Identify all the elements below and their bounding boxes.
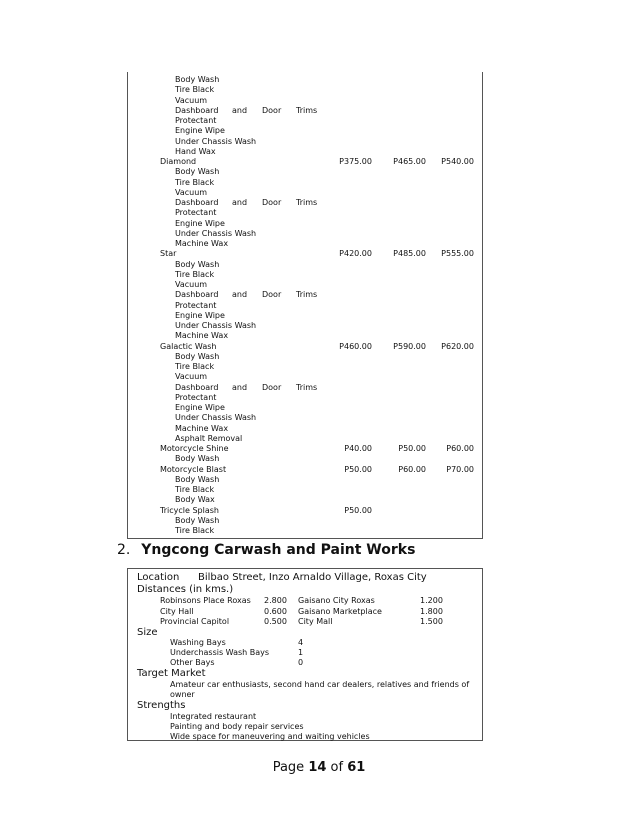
package-price: P540.00 [441,157,474,166]
service-item: Dashboard [175,198,219,207]
distance-km: 1.500 [420,617,443,626]
size-item: Washing Bays [170,638,226,647]
service-item: Body Wash [175,167,220,176]
service-item: Tire Black [175,270,215,279]
service-item-word: Trims [296,290,318,299]
package-price: P555.00 [441,249,474,258]
strengths-label: Strengths [137,700,186,711]
service-item: Tire Black [175,485,215,494]
service-item-word: Trims [296,106,318,115]
service-item: Machine Wax [175,239,229,248]
package-name: Diamond [160,157,197,166]
footer-page-number: 14 [308,760,327,775]
service-item: Dashboard [175,383,219,392]
distance-km: 0.600 [264,607,287,616]
size-label: Size [137,627,158,638]
distance-km: 1.200 [420,596,443,605]
service-item-word: Door [262,383,282,392]
service-item: Vacuum [175,280,208,289]
service-item: Protectant [175,116,217,125]
target-market-label: Target Market [137,668,206,679]
service-item-word: Door [262,198,282,207]
section-heading [117,542,415,558]
service-item-word: and [232,198,248,207]
distance-name: Provincial Capitol [160,617,230,626]
package-price: P460.00 [339,342,372,351]
size-value: 0 [298,658,304,667]
package-price: P50.00 [398,444,426,453]
service-item: Body Wash [175,75,220,84]
footer-page-total: 61 [347,760,366,775]
distance-name: Gaisano Marketplace [298,607,382,616]
service-item: Tire Black [175,178,215,187]
package-name: Star [160,249,177,258]
service-item: Body Wash [175,516,220,525]
service-item: Under Chassis Wash [175,229,257,238]
package-price: P620.00 [441,342,474,351]
package-price: P50.00 [344,465,372,474]
service-item: Vacuum [175,96,208,105]
location-value: Bilbao Street, Inzo Arnaldo Village, Roxas City [198,572,427,583]
package-price: P375.00 [339,157,372,166]
service-item: Body Wash [175,454,220,463]
distances-label: Distances (in kms.) [137,584,234,595]
service-item: Engine Wipe [175,126,225,135]
package-price: P60.00 [446,444,474,453]
service-item-word: Door [262,290,282,299]
package-price: P70.00 [446,465,474,474]
service-item: Tire Black [175,362,215,371]
size-item: Underchassis Wash Bays [170,648,270,657]
distance-name: City Mall [298,617,333,626]
service-item: Vacuum [175,188,208,197]
footer-prefix: Page [272,760,309,775]
package-name: Motorcycle Blast [160,465,227,474]
service-item: Machine Wax [175,331,229,340]
package-name: Motorcycle Shine [160,444,229,453]
service-item: Engine Wipe [175,311,225,320]
distance-km: 2.800 [264,596,287,605]
service-item: Tire Black [175,85,215,94]
service-item: Protectant [175,301,217,310]
service-item: Tire Black [175,526,215,535]
service-item-word: and [232,106,248,115]
size-value: 1 [298,648,304,657]
package-price: P50.00 [344,506,372,515]
distance-km: 0.500 [264,617,287,626]
service-item: Under Chassis Wash [175,321,257,330]
service-item: Dashboard [175,106,219,115]
service-item-word: Trims [296,383,318,392]
service-item: Dashboard [175,290,219,299]
distance-name: Robinsons Place Roxas [160,596,251,605]
package-price: P465.00 [393,157,426,166]
section-number: 2. [117,542,131,558]
distance-name: Gaisano City Roxas [298,596,375,605]
service-item: Body Wash [175,260,220,269]
package-price: P60.00 [398,465,426,474]
package-price: P590.00 [393,342,426,351]
package-price: P40.00 [344,444,372,453]
service-item: Vacuum [175,372,208,381]
strength-item: Integrated restaurant [170,712,257,721]
service-item: Machine Wax [175,424,229,433]
footer-of: of [326,760,348,775]
page-footer [0,760,638,775]
service-item: Engine Wipe [175,219,225,228]
service-item: Protectant [175,393,217,402]
service-item-word: Trims [296,198,318,207]
package-price: P485.00 [393,249,426,258]
size-value: 4 [298,638,304,647]
target-market-text: Amateur car enthusiasts, second hand car dealers, relatives and friends of [170,680,470,689]
service-item: Hand Wax [175,147,216,156]
service-item: Under Chassis Wash [175,137,257,146]
distance-name: City Hall [160,607,194,616]
package-name: Tricycle Splash [160,506,219,515]
service-item-word: and [232,383,248,392]
distance-km: 1.800 [420,607,443,616]
section-title: Yngcong Carwash and Paint Works [141,542,416,558]
target-market-text: owner [170,690,195,699]
service-item: Body Wash [175,475,220,484]
size-item: Other Bays [170,658,215,667]
service-item: Engine Wipe [175,403,225,412]
service-item-word: Door [262,106,282,115]
package-price: P420.00 [339,249,372,258]
service-item-word: and [232,290,248,299]
strength-item: Painting and body repair services [170,722,304,731]
location-label: Location [137,572,180,583]
service-item: Under Chassis Wash [175,413,257,422]
package-name: Galactic Wash [160,342,217,351]
service-item: Body Wash [175,352,220,361]
service-item: Asphalt Removal [175,434,243,443]
service-item: Body Wax [175,495,215,504]
strength-item: Wide space for maneuvering and waiting vehicles [170,732,370,741]
service-item: Protectant [175,208,217,217]
